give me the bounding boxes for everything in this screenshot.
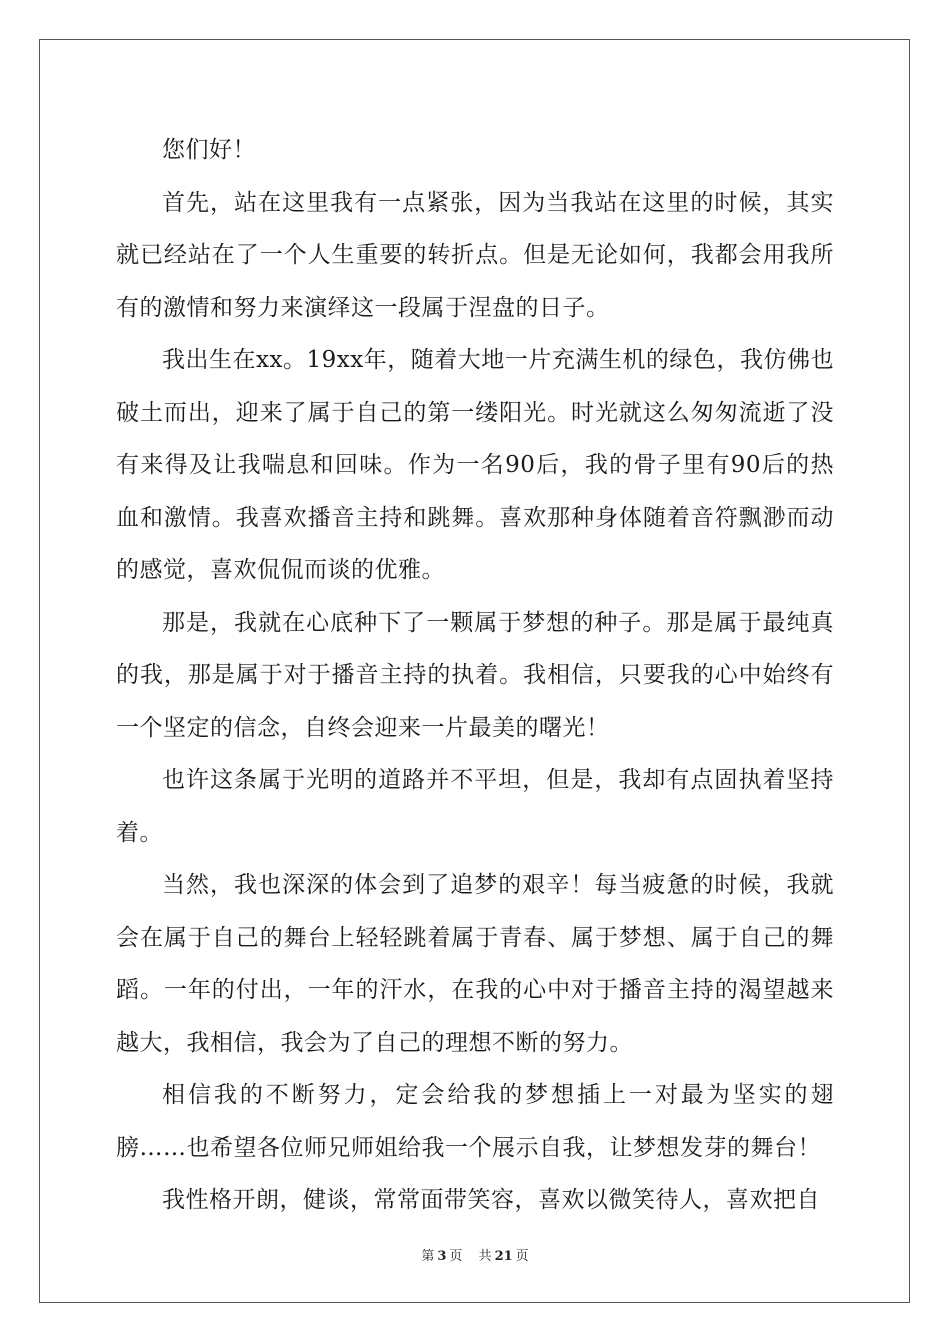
paragraph: 那是，我就在心底种下了一颗属于梦想的种子。那是属于最纯真的我，那是属于对于播音主持的执着。我相信，只要我的心中始终有一个坚定的信念，自终会迎来一片最美的曙光！ [116,609,834,741]
paragraph: 我出生在xx。19xx年，随着大地一片充满生机的绿色，我仿佛也破土而出，迎来了属于自己的第一缕阳光。时光就这么匆匆流逝了没有来得及让我喘息和回味。作为一名90后，我的骨子里有90后的热血和激情。我喜欢播音主持和跳舞。喜欢那种身体随着音符飘渺而动的感觉，喜欢侃侃而谈的优雅。 [116,347,834,583]
paragraph-greeting: 您们好！ [162,137,256,163]
paragraph: 相信我的不断努力，定会给我的梦想插上一对最为坚实的翅膀……也希望各位师兄师姐给我一个展示自我，让梦想发芽的舞台！ [116,1082,834,1161]
page-number [418,1249,465,1264]
document-body [116,124,834,1227]
page-total [476,1249,532,1264]
current-page: 3 [437,1249,447,1264]
total-label-prefix: 共 [478,1249,492,1264]
paragraph: 首先，站在这里我有一点紧张，因为当我站在这里的时候，其实就已经站在了一个人生重要的转折点。但是无论如何，我都会用我所有的激情和努力来演绎这一段属于涅盘的日子。 [116,189,834,321]
paragraph: 当然，我也深深的体会到了追梦的艰辛！每当疲惫的时候，我就会在属于自己的舞台上轻轻跳着属于青春、属于梦想、属于自己的舞蹈。一年的付出，一年的汗水，在我的心中对于播音主持的渴望越来越大，我相信，我会为了自己的理想不断的努力。 [116,872,834,1056]
total-pages: 21 [494,1249,513,1264]
page-footer [0,1248,950,1266]
page-label-prefix: 第 [421,1249,435,1264]
total-label-suffix: 页 [515,1249,529,1264]
page-label-suffix: 页 [449,1249,463,1264]
paragraph: 也许这条属于光明的道路并不平坦，但是，我却有点固执着坚持着。 [116,767,834,846]
paragraph: 我性格开朗，健谈，常常面带笑容，喜欢以微笑待人，喜欢把自 [162,1187,820,1213]
